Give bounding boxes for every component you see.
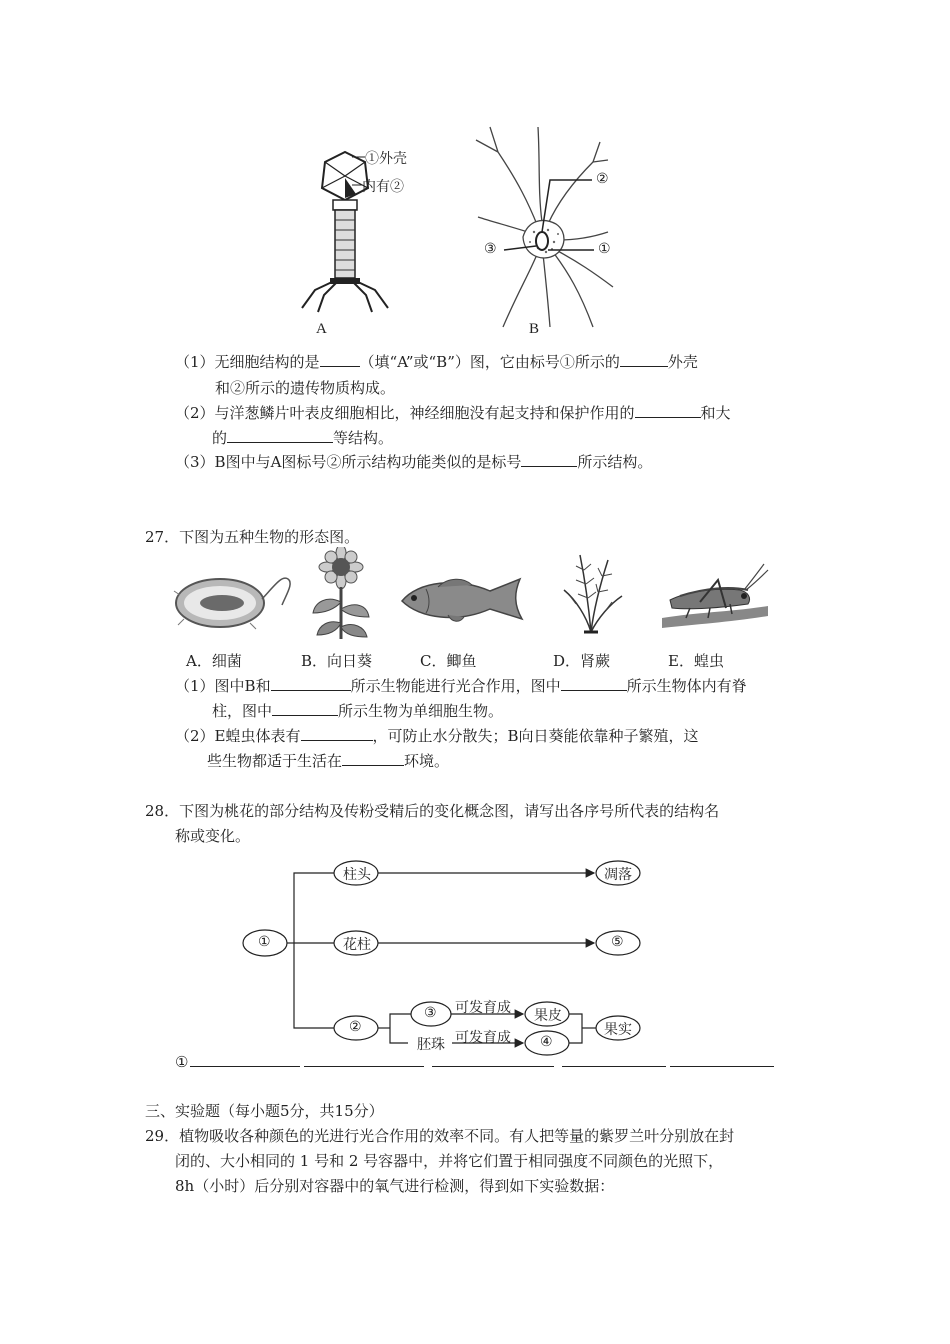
node-1-label: ①	[258, 934, 271, 950]
q29-line2: 闭的、大小相同的 1 号和 2 号容器中，并将它们置于相同强度不同颜色的光照下，	[175, 1152, 724, 1170]
neuron-label-3: ③	[484, 241, 497, 257]
node-stigma-label: 柱头	[343, 867, 371, 883]
organism-a-label: A．细菌	[186, 652, 242, 670]
section3-heading: 三、实验题（每小题5分，共15分）	[145, 1102, 384, 1120]
q28-title-line1: 28．下图为桃花的部分结构及传粉受精后的变化概念图，请写出各序号所代表的结构名	[145, 802, 720, 820]
develop-label-2: 可发育成	[455, 1030, 511, 1046]
node-ovule-label: 胚珠	[417, 1037, 445, 1053]
fish-image	[398, 575, 528, 625]
node-3-label: ③	[424, 1005, 437, 1021]
node-fruit-label: 果实	[604, 1022, 632, 1038]
organism-c-label: C．鲫鱼	[420, 652, 477, 670]
q29-line1: 29．植物吸收各种颜色的光进行光合作用的效率不同。有人把等量的紫罗兰叶分别放在封	[145, 1127, 735, 1145]
q27-line1: （1）图中B和 所示生物能进行光合作用，图中 所示生物体内有脊	[175, 677, 747, 695]
q26-line4: 的 等结构。	[212, 429, 394, 447]
node-peel-label: 果皮	[534, 1008, 562, 1024]
q28-answer-line: ①	[175, 1052, 774, 1072]
fern-image	[556, 550, 626, 635]
neuron-nucleus	[536, 232, 548, 250]
q27-line3: （2）E蝗虫体表有 ，可防止水分散失；B向日葵能依靠种子繁殖，这	[175, 727, 699, 745]
figure-b-caption: B	[529, 321, 540, 337]
node-wither-label: 凋落	[604, 867, 632, 883]
q28-title-line2: 称或变化。	[175, 827, 251, 845]
q29-line3: 8h（小时）后分别对容器中的氧气进行检测，得到如下实验数据：	[175, 1177, 615, 1195]
q27-line2: 柱，图中 所示生物为单细胞生物。	[212, 702, 504, 720]
neuron-figure	[468, 122, 618, 332]
locust-image	[660, 560, 770, 635]
node-style-label: 花柱	[343, 937, 371, 953]
q26-line2: 和②所示的遗传物质构成。	[215, 379, 396, 397]
virus-shell-label: ①外壳	[365, 151, 407, 167]
develop-label-1: 可发育成	[455, 1000, 511, 1016]
q27-line4: 些生物都适于生活在 环境。	[207, 752, 450, 770]
q27-title: 27．下图为五种生物的形态图。	[145, 528, 360, 546]
q26-line1: （1）无细胞结构的是 （填“A”或“B”）图，它由标号①所示的 外壳	[175, 353, 698, 371]
neuron-label-1: ①	[598, 241, 611, 257]
q26-line5: （3）B图中与A图标号②所示结构功能类似的是标号 所示结构。	[175, 453, 653, 471]
organism-d-label: D．肾蕨	[553, 652, 611, 670]
organism-b-label: B．向日葵	[301, 652, 373, 670]
organism-e-label: E．蝗虫	[668, 652, 724, 670]
node-4-label: ④	[540, 1034, 553, 1050]
sunflower-image	[305, 547, 375, 642]
q26-line3: （2）与洋葱鳞片叶表皮细胞相比，神经细胞没有起支持和保护作用的 和大	[175, 404, 731, 422]
bacterium-image	[170, 565, 300, 635]
node-5-label: ⑤	[611, 934, 624, 950]
neuron-label-2: ②	[596, 171, 609, 187]
node-2-label: ②	[349, 1019, 362, 1035]
figure-a-caption: A	[316, 321, 327, 337]
virus-inner-label: 内有②	[362, 179, 404, 195]
